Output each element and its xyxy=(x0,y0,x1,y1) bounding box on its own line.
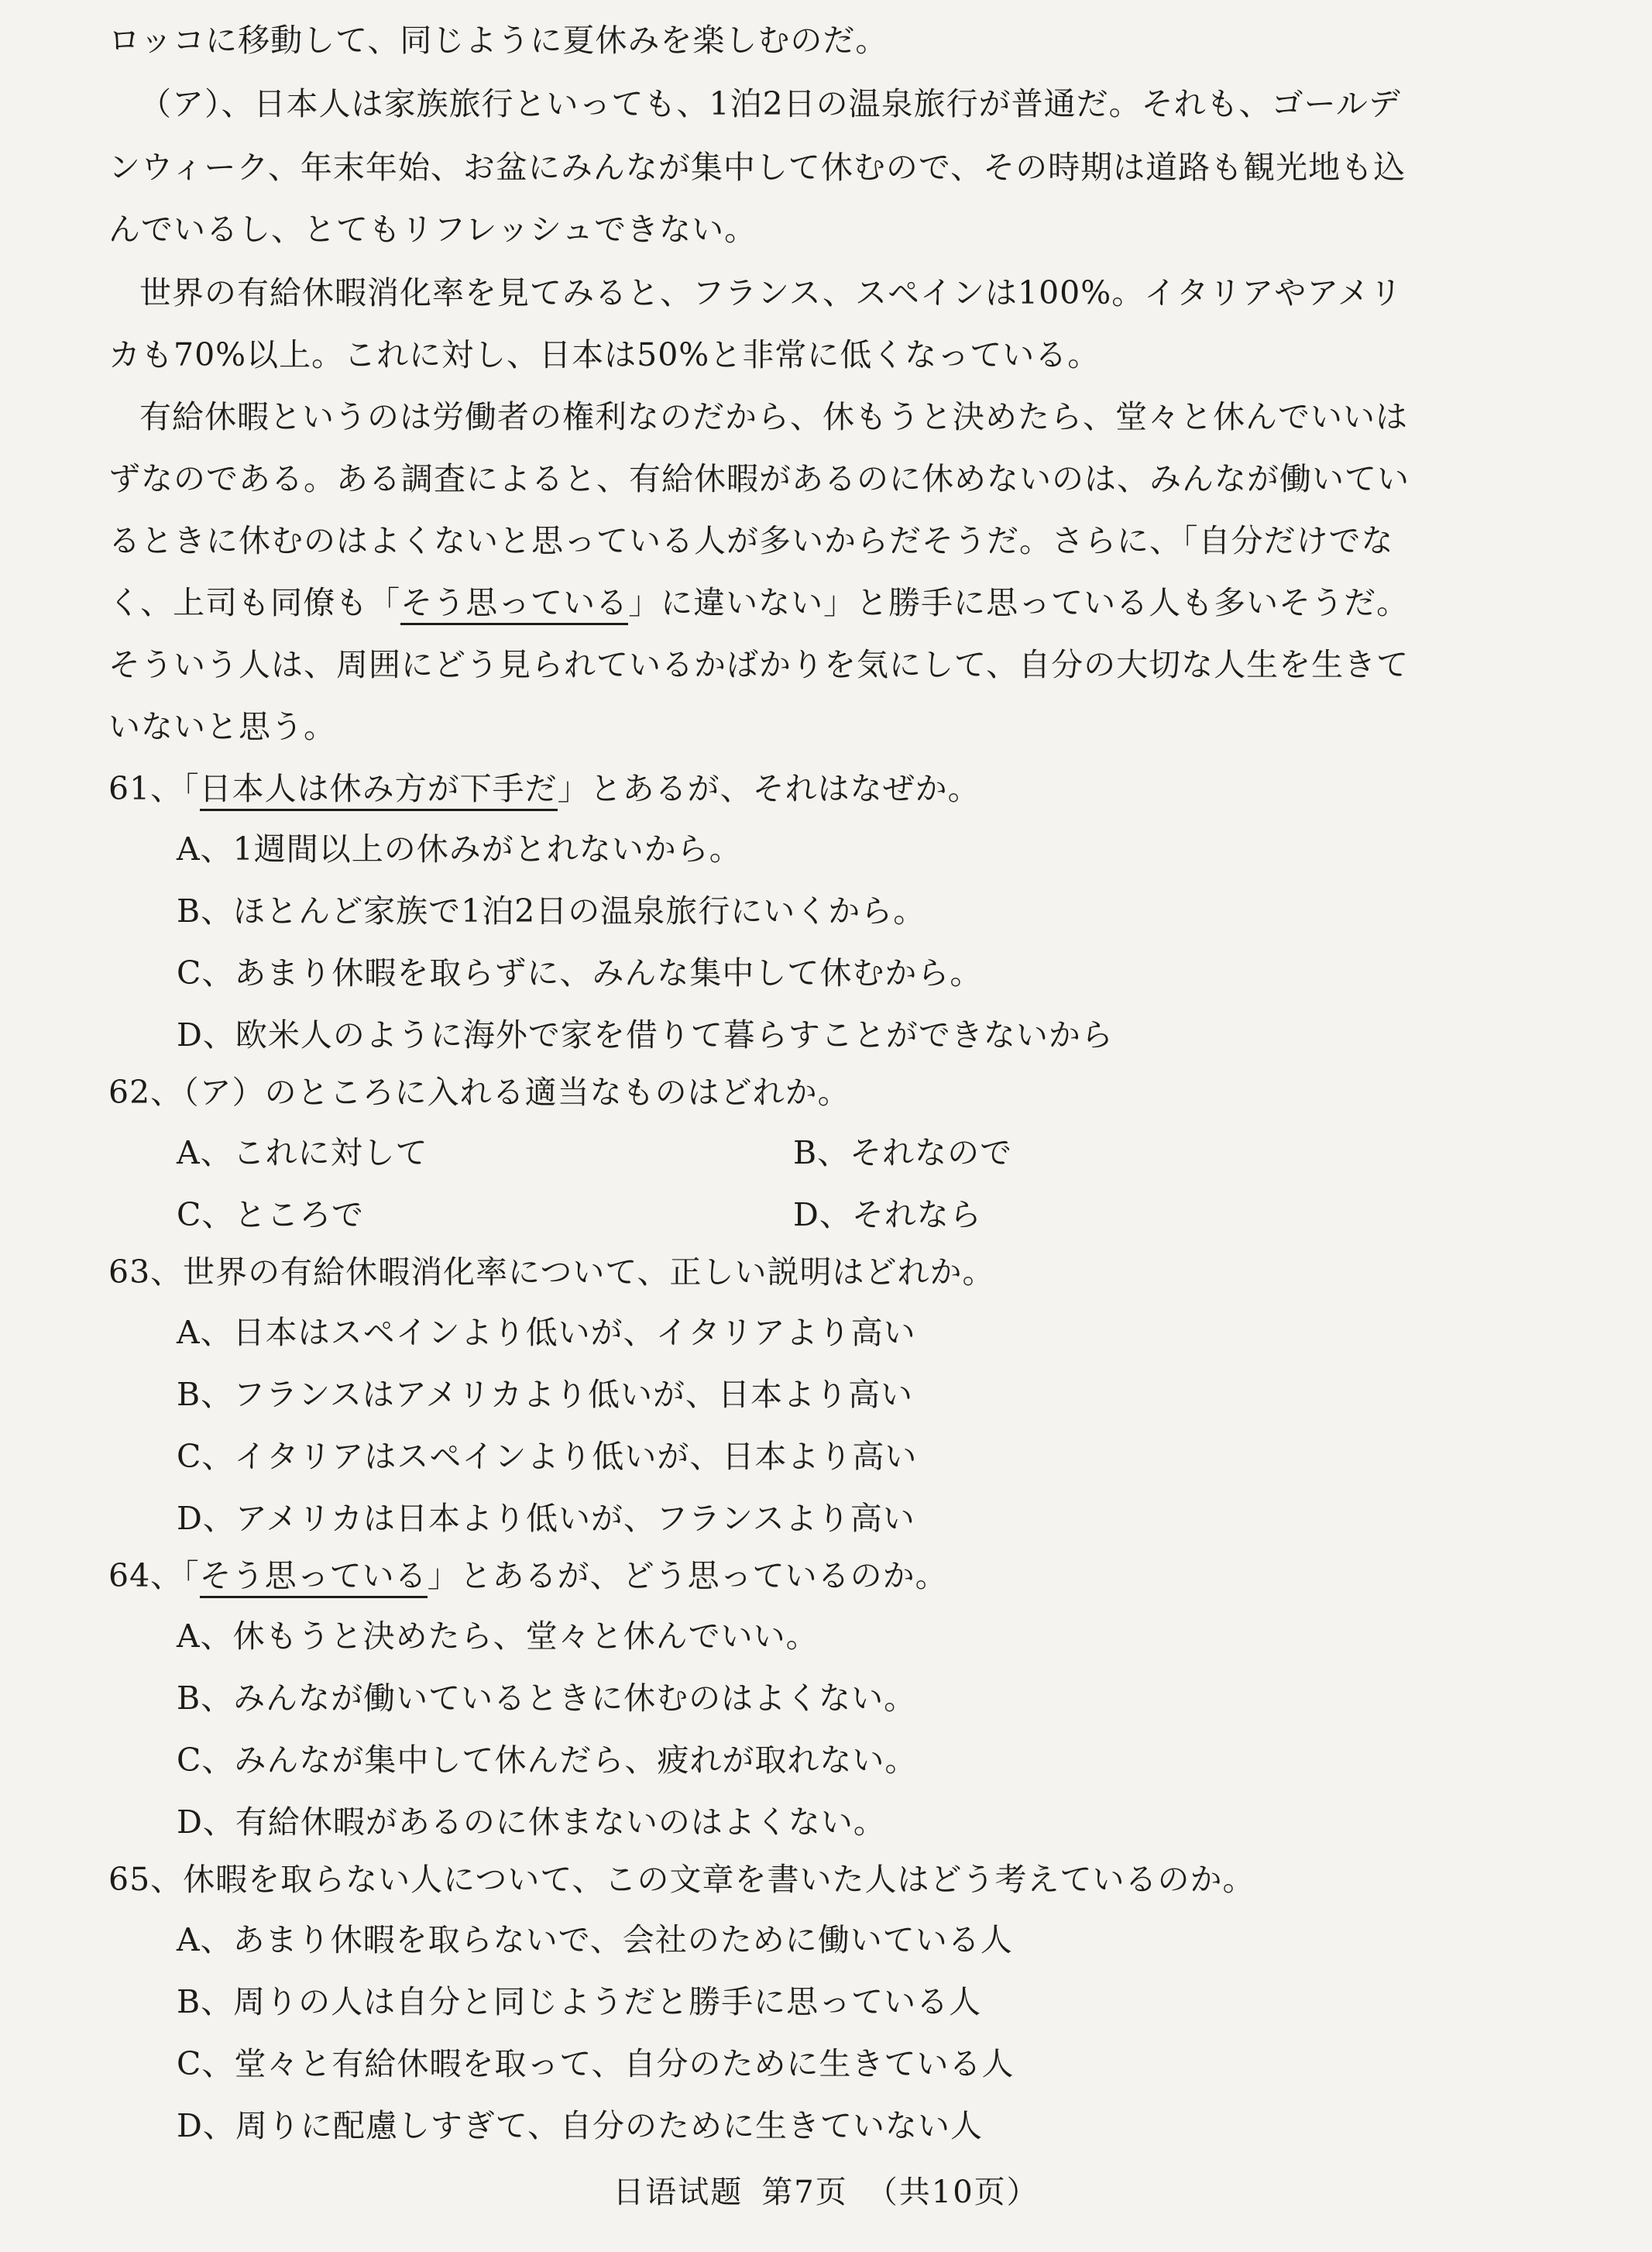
passage-line: 有給休暇というのは労働者の権利なのだから、休もうと決めたら、堂々と休んでいいは xyxy=(139,398,1408,435)
underlined-phrase: そう思っている xyxy=(400,584,628,625)
question-65: 65、休暇を取らない人について、この文章を書いた人はどう考えているのか。 xyxy=(108,1861,1255,1898)
passage-text: く、上司も同僚も「 xyxy=(108,584,401,621)
passage-line: んでいるし、とてもリフレッシュできない。 xyxy=(108,211,757,248)
underlined-phrase: 日本人は休み方が下手だ xyxy=(200,770,558,811)
passage-line: カも70%以上。これに対し、日本は50%と非常に低くなっている。 xyxy=(108,336,1101,373)
passage-line: 世界の有給休暇消化率を見てみると、フランス、スペインは100%。イタリアやアメリ xyxy=(139,274,1403,311)
question-61 xyxy=(108,765,981,812)
question-text: 「 xyxy=(183,770,200,807)
question-text: 」とあるが、どう思っているのか。 xyxy=(427,1557,948,1594)
passage-line: ンウィーク、年末年始、お盆にみんなが集中して休むので、その時期は道路も観光地も込 xyxy=(108,149,1406,186)
option-61-c: C、あまり休暇を取らずに、みんな集中して休むから。 xyxy=(177,954,983,992)
option-65-c: C、堂々と有給休暇を取って、自分のために生きている人 xyxy=(177,2045,1015,2082)
option-61-d: D、欧米人のように海外で家を借りて暮らすことができないから xyxy=(177,1016,1114,1054)
question-number: 64、 xyxy=(108,1557,184,1594)
underlined-phrase: そう思っている xyxy=(200,1557,428,1598)
footer-subject: 日语试题 xyxy=(613,2175,744,2210)
footer-total-pages: （共10页） xyxy=(866,2175,1039,2210)
question-text: 」とあるが、それはなぜか。 xyxy=(557,770,981,807)
option-64-d: D、有給休暇があるのに休まないのはよくない。 xyxy=(177,1803,886,1841)
passage-line: るときに休むのはよくないと思っている人が多いからだそうだ。さらに、「自分だけでな xyxy=(108,522,1394,559)
passage-line: （ア）、日本人は家族旅行といっても、1泊2日の温泉旅行が普通だ。それも、ゴールデ xyxy=(139,85,1401,122)
question-text: 「 xyxy=(183,1557,200,1594)
option-63-a: A、日本はスペインより低いが、イタリアより高い xyxy=(177,1314,916,1351)
option-63-b: B、フランスはアメリカより低いが、日本より高い xyxy=(177,1376,914,1413)
option-62-d: D、それなら xyxy=(793,1196,982,1233)
question-number: 61、 xyxy=(108,770,184,807)
option-62-b: B、それなので xyxy=(793,1134,1013,1171)
passage-line: ずなのである。ある調査によると、有給休暇があるのに休めないのは、みんなが働いてい xyxy=(108,460,1410,497)
option-62-c: C、ところで xyxy=(177,1196,364,1233)
question-62: 62、（ア）のところに入れる適当なものはどれか。 xyxy=(108,1074,850,1111)
page-footer xyxy=(0,2169,1652,2216)
option-63-c: C、イタリアはスペインより低いが、日本より高い xyxy=(177,1438,918,1475)
passage-line xyxy=(108,579,1409,626)
option-61-b: B、ほとんど家族で1泊2日の温泉旅行にいくから。 xyxy=(177,892,926,930)
option-61-a: A、1週間以上の休みがとれないから。 xyxy=(177,830,742,868)
question-63: 63、世界の有給休暇消化率について、正しい説明はどれか。 xyxy=(108,1253,995,1291)
passage-line: ロッコに移動して、同じように夏休みを楽しむのだ。 xyxy=(108,22,888,59)
option-62-a: A、これに対して xyxy=(177,1134,428,1171)
passage-text: 」に違いない」と勝手に思っている人も多いそうだ。 xyxy=(628,584,1410,621)
option-64-a: A、休もうと決めたら、堂々と休んでいい。 xyxy=(177,1618,819,1655)
option-65-b: B、周りの人は自分と同じようだと勝手に思っている人 xyxy=(177,1983,982,2020)
option-64-b: B、みんなが働いているときに休むのはよくない。 xyxy=(177,1680,917,1717)
passage-line: いないと思う。 xyxy=(108,708,336,745)
option-64-c: C、みんなが集中して休んだら、疲れが取れない。 xyxy=(177,1741,918,1779)
passage-line: そういう人は、周囲にどう見られているかばかりを気にして、自分の大切な人生を生きて xyxy=(108,646,1410,683)
footer-page-number: 第7页 xyxy=(761,2175,848,2210)
option-65-d: D、周りに配慮しすぎて、自分のために生きていない人 xyxy=(177,2107,984,2144)
option-63-d: D、アメリカは日本より低いが、フランスより高い xyxy=(177,1500,915,1537)
option-65-a: A、あまり休暇を取らないで、会社のために働いている人 xyxy=(177,1921,1013,1958)
question-64 xyxy=(108,1552,948,1599)
